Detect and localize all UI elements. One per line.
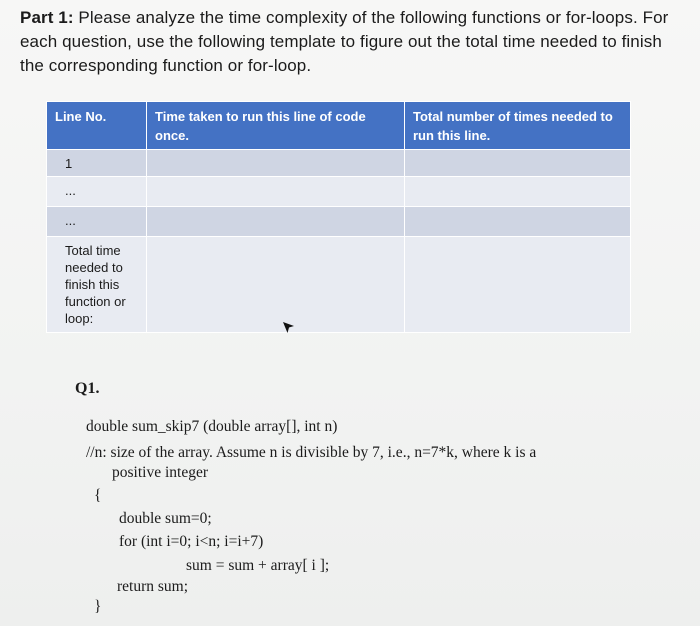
template-table	[46, 101, 631, 333]
table-cell	[147, 150, 405, 177]
table-cell: 1	[47, 150, 147, 177]
table-cell	[405, 177, 631, 207]
table-cell	[405, 207, 631, 237]
table-header-row	[47, 102, 631, 150]
table-cell	[147, 237, 405, 333]
table-cell	[405, 150, 631, 177]
table-cell: ...	[47, 177, 147, 207]
part-label: Part 1:	[20, 8, 74, 27]
header-line-no: Line No.	[47, 102, 147, 150]
part-text: Please analyze the time complexity of the following functions or for-loops. For each question, use the following template to figure out the total time needed to finish the corresponding function or for-loop.	[20, 8, 669, 75]
code-line: return sum;	[117, 578, 189, 595]
table-row	[47, 150, 631, 177]
table-cell	[147, 207, 405, 237]
header-time-once: Time taken to run this line of code once.	[147, 102, 405, 150]
table-row	[47, 177, 631, 207]
table-cell-total-label: Total time needed to finish this function or loop:	[47, 237, 147, 333]
code-line: }	[94, 598, 102, 615]
table-cell	[405, 237, 631, 333]
header-total-times: Total number of times needed to run this line.	[405, 102, 631, 150]
code-line: double sum=0;	[119, 510, 212, 527]
code-line: sum = sum + array[ i ];	[186, 557, 330, 574]
code-line: positive integer	[112, 464, 208, 481]
table-row	[47, 207, 631, 237]
table-cell	[147, 177, 405, 207]
code-line: //n: size of the array. Assume n is divisible by 7, i.e., n=7*k, where k is a	[86, 444, 537, 461]
code-line: for (int i=0; i<n; i=i+7)	[119, 533, 264, 550]
mouse-cursor-icon	[282, 320, 296, 336]
part-instructions	[20, 6, 690, 78]
code-line: {	[94, 487, 102, 504]
table-row	[47, 237, 631, 333]
code-line: double sum_skip7 (double array[], int n)	[86, 418, 338, 435]
question-label: Q1.	[75, 380, 100, 397]
table-cell: ...	[47, 207, 147, 237]
